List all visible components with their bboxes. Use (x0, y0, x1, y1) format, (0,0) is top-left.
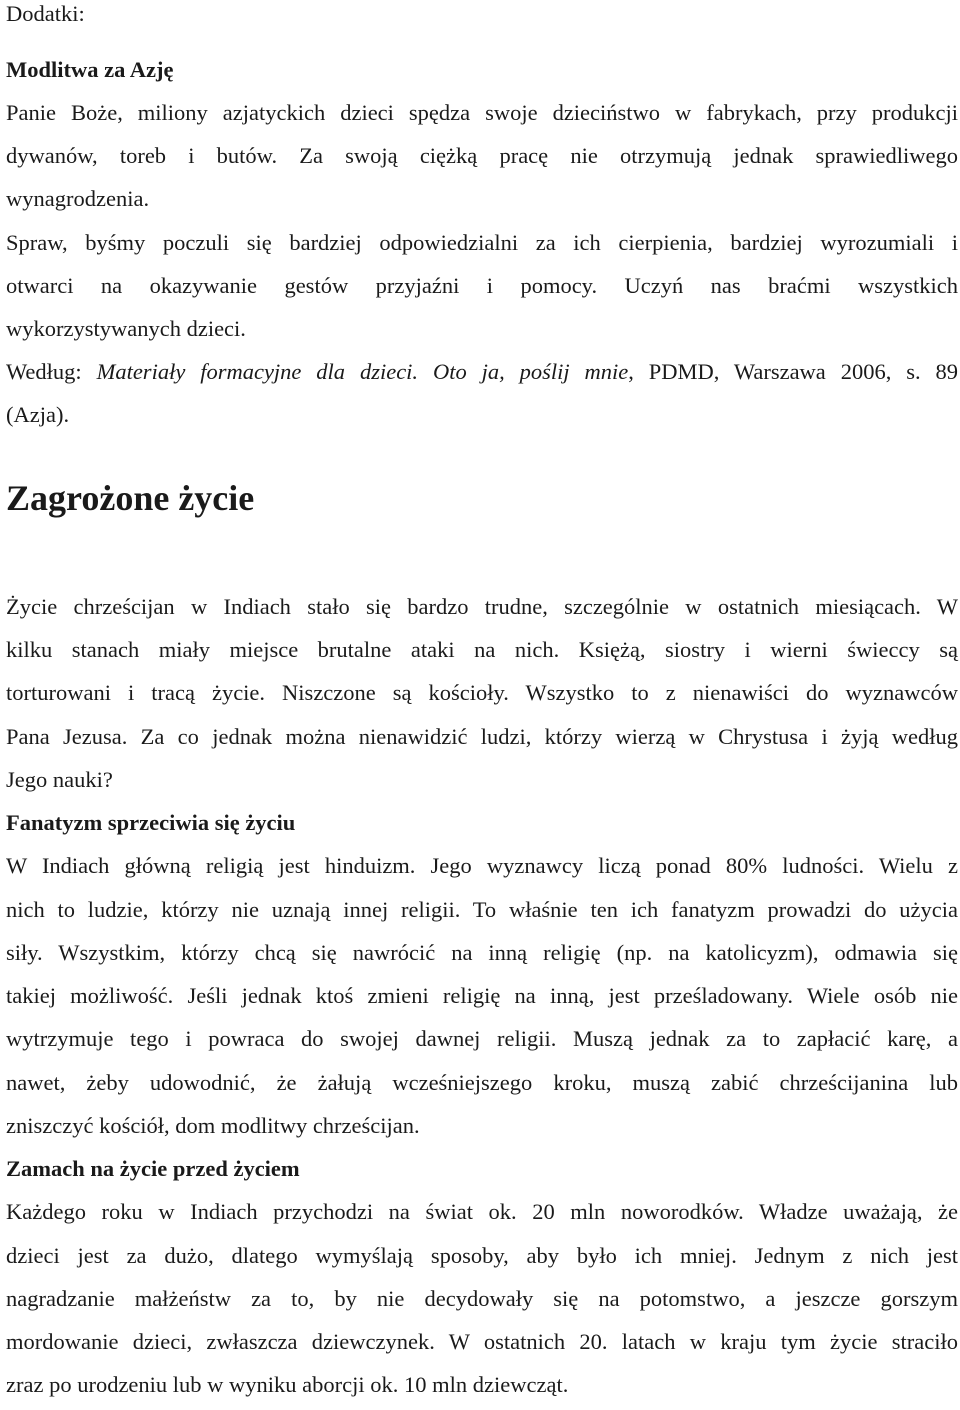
section-heading-fanaticism: Fanatyzm sprzeciwia się życiu (6, 810, 296, 835)
section1-line: siły. Wszystkim, którzy chcą się nawrócić na inną religię (np. na katolicyzm), odmawia się (6, 940, 958, 965)
section1-line: takiej możliwość. Jeśli jednak ktoś zmieni religię na inną, jest prześladowany. Wiele osób nie (6, 983, 958, 1008)
section1-line: nich to ludzie, którzy nie uznają innej religii. To właśnie ten ich fanatyzm prowadzi do użycia (6, 897, 958, 922)
prayer-source (6, 358, 958, 386)
article-line: Jego nauki? (6, 767, 113, 792)
article-line: torturowani i tracą życie. Niszczone są kościoły. Wszystko to z nienawiści do wyznawców (6, 680, 958, 705)
section1-line: wytrzymuje tego i powraca do swojej dawnej religii. Muszą jednak za to zapłacić karę, a (6, 1026, 958, 1051)
section1-line: nawet, żeby udowodnić, że żałują wcześniejszego kroku, muszą zabić chrześcijanina lub (6, 1070, 958, 1095)
source-prefix: Według: (6, 359, 97, 384)
prayer-line: otwarci na okazywanie gestów przyjaźni i pomocy. Uczyń nas braćmi wszystkich (6, 273, 958, 298)
section2-line: dzieci jest za dużo, dlatego wymyślają sposoby, aby było ich mniej. Jednym z nich jest (6, 1243, 958, 1268)
prayer-line: Spraw, byśmy poczuli się bardziej odpowiedzialni za ich cierpienia, bardziej wyrozumiali i (6, 230, 958, 255)
section2-line: nagradzanie małżeństw za to, by nie decydowały się na potomstwo, a jeszcze gorszym (6, 1286, 958, 1311)
prayer-source-end: (Azja). (6, 402, 70, 427)
section2-line: mordowanie dzieci, zwłaszcza dziewczynek. W ostatnich 20. latach w kraju tym życie straciło (6, 1329, 958, 1354)
article-line: kilku stanach miały miejsce brutalne ataki na nich. Księżą, siostry i wierni świeccy są (6, 637, 958, 662)
article-line: Pana Jezusa. Za co jednak można nienawidzić ludzi, którzy wierzą w Chrystusa i żyją według (6, 724, 958, 749)
prayer-line: wynagrodzenia. (6, 186, 150, 211)
prayer-title: Modlitwa za Azję (6, 57, 174, 82)
section-heading-attack: Zamach na życie przed życiem (6, 1156, 300, 1181)
prayer-line: Panie Boże, miliony azjatyckich dzieci spędza swoje dzieciństwo w fabrykach, przy produkcji (6, 100, 958, 125)
prayer-line: wykorzystywanych dzieci. (6, 316, 246, 341)
appendix-label: Dodatki: (6, 1, 85, 26)
source-title: Materiały formacyjne dla dzieci. Oto ja, poślij mnie (96, 359, 629, 384)
article-line: Życie chrześcijan w Indiach stało się bardzo trudne, szczególnie w ostatnich miesiącach. W (6, 594, 958, 619)
source-publisher: , PDMD, Warszawa 2006, s. 89 (628, 359, 958, 384)
section2-line: Każdego roku w Indiach przychodzi na świat ok. 20 mln noworodków. Władze uważają, że (6, 1199, 958, 1224)
section1-line: W Indiach główną religią jest hinduizm. Jego wyznawcy liczą ponad 80% ludności. Wielu z (6, 853, 958, 878)
section2-line: zraz po urodzeniu lub w wyniku aborcji ok. 10 mln dziewcząt. (6, 1372, 569, 1397)
article-title: Zagrożone życie (6, 478, 255, 518)
prayer-line: dywanów, toreb i butów. Za swoją ciężką pracę nie otrzymują jednak sprawiedliwego (6, 143, 958, 168)
section1-line: zniszczyć kościół, dom modlitwy chrześcijan. (6, 1113, 420, 1138)
